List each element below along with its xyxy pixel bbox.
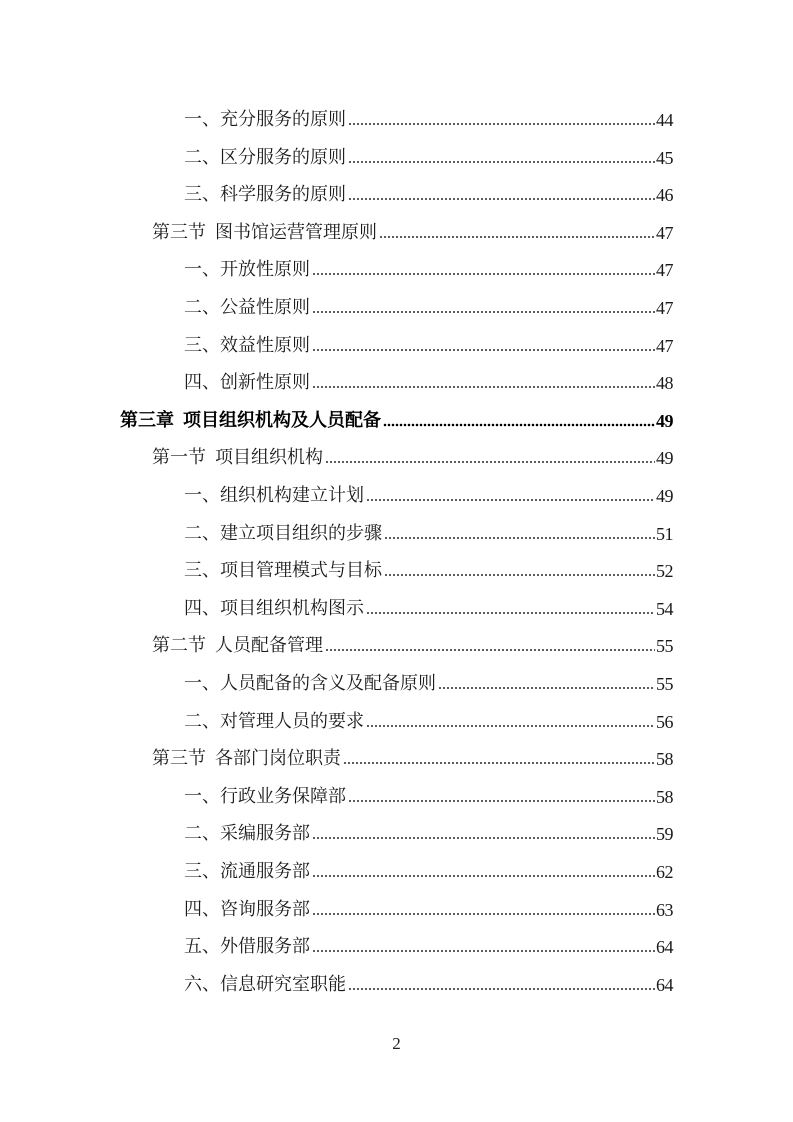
- toc-entry[interactable]: [184, 365, 673, 395]
- toc-entry[interactable]: [184, 892, 673, 922]
- entry-title: 组织机构建立计划: [220, 485, 364, 506]
- entry-title: 对管理人员的要求: [220, 710, 364, 732]
- toc-entry[interactable]: [184, 929, 673, 959]
- toc-entry[interactable]: [184, 177, 673, 207]
- toc-entry[interactable]: [184, 140, 673, 170]
- toc-entry[interactable]: [184, 478, 673, 508]
- section-number: 第二节: [152, 635, 206, 657]
- dot-leader: [348, 196, 655, 202]
- toc-entry[interactable]: [184, 252, 673, 282]
- entry-page-number: 58: [656, 749, 673, 770]
- dot-leader: [366, 723, 655, 729]
- entry-title: 行政业务保障部: [220, 785, 346, 807]
- dot-leader: [348, 798, 655, 804]
- toc-entry[interactable]: [184, 553, 673, 583]
- dot-leader: [312, 384, 655, 390]
- toc-entry[interactable]: [184, 102, 673, 132]
- entry-number: 六、: [184, 973, 220, 995]
- entry-title: 公益性原则: [220, 297, 310, 318]
- toc-section-entry[interactable]: [152, 741, 673, 771]
- entry-title: 项目管理模式与目标: [220, 560, 382, 582]
- entry-title: 咨询服务部: [220, 898, 310, 920]
- dot-leader: [348, 986, 655, 992]
- dot-leader: [312, 948, 655, 954]
- entry-page-number: 45: [656, 147, 673, 168]
- dot-leader: [366, 497, 655, 503]
- chapter-number: 第三章: [120, 409, 174, 431]
- entry-page-number: 63: [656, 899, 673, 920]
- section-title: 图书馆运营管理原则: [215, 221, 377, 243]
- entry-page-number: 59: [656, 824, 673, 845]
- dot-leader: [343, 760, 655, 766]
- entry-title: 采编服务部: [220, 823, 310, 845]
- entry-page-number: 49: [656, 410, 673, 431]
- entry-number: 二、: [184, 146, 220, 168]
- entry-number: 四、: [184, 372, 220, 394]
- toc-section-entry[interactable]: [152, 215, 673, 245]
- page-footer-number: 2: [392, 1034, 401, 1053]
- toc-entry[interactable]: [184, 290, 673, 320]
- entry-title: 外借服务部: [220, 936, 310, 958]
- dot-leader: [384, 535, 655, 541]
- entry-page-number: 52: [656, 561, 673, 582]
- section-title: 项目组织机构: [215, 447, 323, 469]
- toc-chapter-entry[interactable]: [120, 403, 673, 433]
- entry-title: 建立项目组织的步骤: [220, 522, 382, 544]
- entry-title: 项目组织机构图示: [220, 597, 364, 619]
- entry-page-number: 47: [656, 222, 673, 243]
- entry-number: 一、: [184, 673, 220, 694]
- dot-leader: [438, 685, 655, 691]
- dot-leader: [379, 234, 655, 240]
- dot-leader: [312, 347, 655, 353]
- entry-number: 五、: [184, 936, 220, 958]
- entry-number: 一、: [184, 109, 220, 130]
- dot-leader: [383, 422, 655, 428]
- entry-page-number: 64: [656, 974, 673, 995]
- entry-number: 一、: [184, 785, 220, 807]
- entry-title: 信息研究室职能: [220, 973, 346, 995]
- entry-number: 三、: [184, 334, 220, 356]
- entry-number: 二、: [184, 522, 220, 544]
- dot-leader: [312, 911, 655, 917]
- dot-leader: [384, 572, 655, 578]
- entry-title: 流通服务部: [220, 861, 310, 882]
- entry-number: 四、: [184, 898, 220, 920]
- dot-leader: [348, 121, 655, 127]
- dot-leader: [325, 459, 655, 465]
- entry-number: 一、: [184, 485, 220, 506]
- entry-page-number: 54: [656, 598, 673, 619]
- toc-entry[interactable]: [184, 816, 673, 846]
- entry-page-number: 56: [656, 711, 673, 732]
- entry-page-number: 62: [656, 862, 673, 882]
- entry-title: 开放性原则: [220, 259, 310, 281]
- entry-page-number: 64: [656, 937, 673, 958]
- dot-leader: [325, 647, 655, 653]
- entry-page-number: 49: [656, 486, 673, 506]
- entry-number: 三、: [184, 861, 220, 882]
- section-number: 第三节: [152, 748, 206, 770]
- toc-section-entry[interactable]: [152, 628, 673, 658]
- toc-entry[interactable]: [184, 854, 673, 884]
- entry-page-number: 47: [656, 298, 673, 318]
- entry-number: 一、: [184, 259, 220, 281]
- section-number: 第三节: [152, 221, 206, 243]
- dot-leader: [348, 159, 655, 165]
- entry-number: 三、: [184, 184, 220, 206]
- entry-page-number: 58: [656, 786, 673, 807]
- entry-title: 效益性原则: [220, 334, 310, 356]
- entry-page-number: 47: [656, 260, 673, 281]
- entry-page-number: 46: [656, 185, 673, 206]
- entry-page-number: 47: [656, 335, 673, 356]
- entry-page-number: 44: [656, 110, 673, 130]
- entry-title: 充分服务的原则: [220, 109, 346, 130]
- section-number: 第一节: [152, 447, 206, 469]
- entry-number: 二、: [184, 297, 220, 318]
- section-title: 人员配备管理: [215, 635, 323, 657]
- entry-title: 人员配备的含义及配备原则: [220, 673, 436, 694]
- entry-page-number: 48: [656, 373, 673, 394]
- toc-entry[interactable]: [184, 591, 673, 621]
- dot-leader: [366, 610, 655, 616]
- toc-entry[interactable]: [184, 967, 673, 997]
- toc-entry[interactable]: [184, 666, 673, 696]
- entry-title: 创新性原则: [220, 372, 310, 394]
- entry-page-number: 55: [656, 636, 673, 657]
- entry-title: 区分服务的原则: [220, 146, 346, 168]
- dot-leader: [312, 271, 655, 277]
- chapter-title: 项目组织机构及人员配备: [183, 409, 381, 431]
- toc-entry[interactable]: [184, 328, 673, 358]
- toc-entry[interactable]: [184, 704, 673, 734]
- toc-entry[interactable]: [184, 779, 673, 809]
- entry-page-number: 49: [656, 448, 673, 469]
- entry-page-number: 55: [656, 674, 673, 694]
- toc-section-entry[interactable]: [152, 440, 673, 470]
- entry-number: 二、: [184, 823, 220, 845]
- toc-entry[interactable]: [184, 516, 673, 546]
- section-title: 各部门岗位职责: [215, 748, 341, 770]
- entry-number: 四、: [184, 597, 220, 619]
- dot-leader: [312, 309, 655, 315]
- entry-number: 二、: [184, 710, 220, 732]
- entry-title: 科学服务的原则: [220, 184, 346, 206]
- dot-leader: [312, 835, 655, 841]
- entry-page-number: 51: [656, 523, 673, 544]
- entry-number: 三、: [184, 560, 220, 582]
- dot-leader: [312, 873, 655, 879]
